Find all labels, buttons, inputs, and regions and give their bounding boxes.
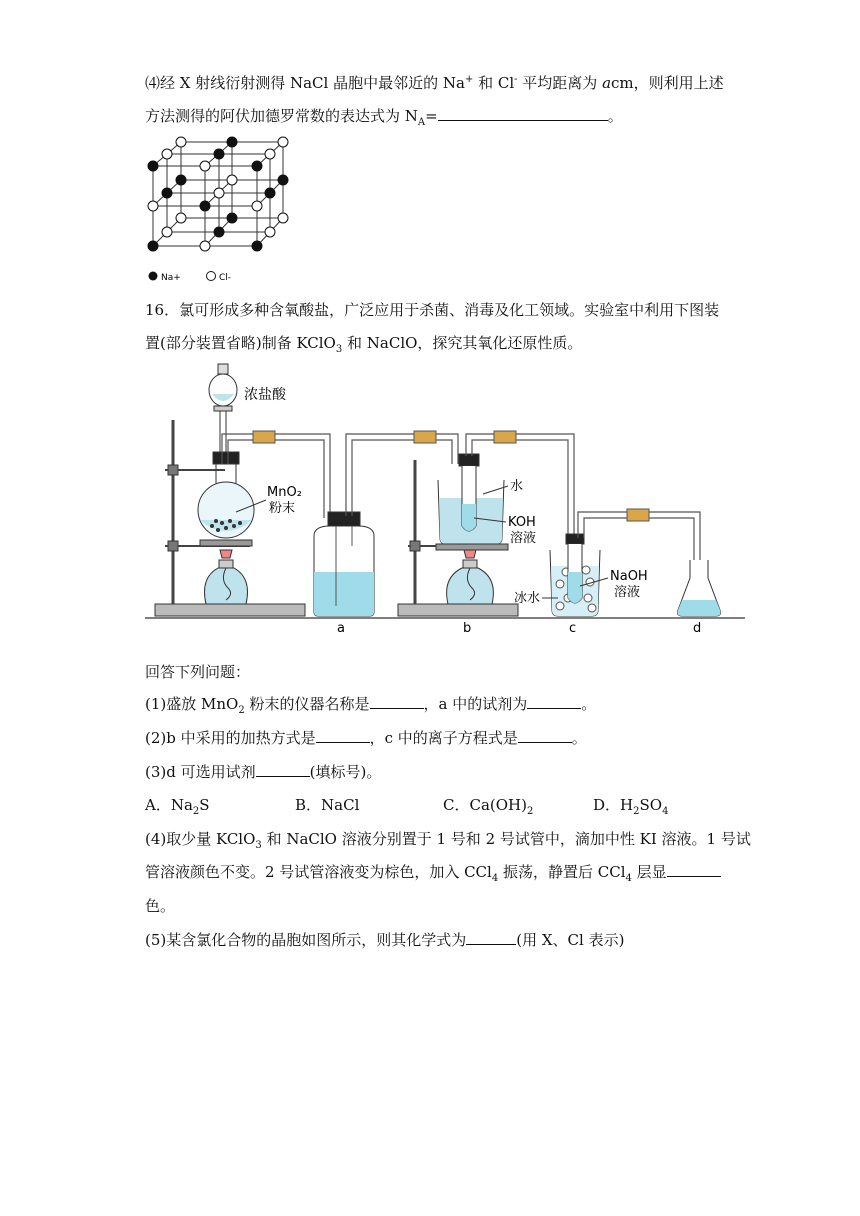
q16-intro-2: 置(部分装置省略)制备 KClO$_3$ 和 NaClO，探究其氧化还原性质。: [145, 334, 583, 355]
question-4-line-3: 色。: [145, 897, 176, 915]
rubber-joint-3: [494, 431, 516, 443]
ice-bath-beaker-c: [550, 534, 600, 616]
answer-blank-4[interactable]: [667, 862, 721, 877]
alcohol-lamp-1: [205, 550, 248, 604]
question-4-line-2: 管溶液颜色不变。2 号试管溶液变为棕色，加入 CCl$_4$ 振荡，静置后 CCl$_4$ 层显: [145, 862, 721, 882]
naoh-label-1: NaOH: [610, 569, 648, 584]
q4-line-1: ⑷经 X 射线衍射测得 NaCl 晶胞中最邻近的 Na+ 和 Cl- 平均距离为 acm，则利用上述: [145, 74, 724, 92]
conical-flask-d: [678, 560, 721, 616]
rubber-joint-1: [253, 431, 275, 443]
naoh-label-2: 溶液: [614, 585, 641, 600]
answer-blank-3[interactable]: [256, 762, 310, 777]
question-1: (1)盛放 MnO$_2$ 粉末的仪器名称是 ，a 中的试剂为 。: [145, 695, 597, 716]
wash-bottle-a: [314, 512, 374, 616]
answer-blank-1a[interactable]: [370, 694, 424, 709]
koh-label-1: KOH: [508, 515, 536, 530]
koh-label-2: 溶液: [510, 531, 537, 546]
water-bath-beaker-b: [436, 454, 508, 550]
answer-blank-2a[interactable]: [316, 728, 370, 743]
mno2-label-2: 粉末: [269, 501, 296, 516]
round-bottom-flask: [198, 452, 254, 546]
question-2: (2)b 中采用的加热方式是 ，c 中的离子方程式是 。: [145, 729, 587, 747]
label-a: a: [337, 621, 345, 636]
alcohol-lamp-2: [447, 550, 494, 604]
ice-water-label: 冰水: [514, 591, 541, 606]
separatory-funnel: [209, 364, 237, 460]
option-b[interactable]: B．NaCl: [295, 796, 360, 814]
mno2-label-1: MnO₂: [267, 485, 302, 500]
question-4-line-1: (4)取少量 KClO$_3$ 和 NaClO 溶液分别置于 1 号和 2 号试管中，滴加中性 KI 溶液。1 号试: [145, 830, 751, 851]
nacl-crystal-diagram: [145, 136, 290, 288]
option-a[interactable]: A．$Na_2S$: [145, 796, 210, 817]
answer-blank-2b[interactable]: [518, 728, 572, 743]
rubber-joint-2: [414, 431, 436, 443]
question-5: (5)某含氯化合物的晶胞如图所示，则其化学式为 (用 X、Cl 表示): [145, 931, 625, 949]
cl-legend-dot: [207, 272, 216, 281]
na-legend-label: Na+: [161, 273, 181, 283]
answer-blank-na[interactable]: [438, 106, 608, 121]
q4-line-2: 方法测得的阿伏加德罗常数的表达式为 $N_A=$ 。: [145, 107, 623, 128]
answer-blank-5[interactable]: [466, 930, 516, 945]
question-3: (3)d 可选用试剂 (填标号)。: [145, 763, 382, 781]
water-label: 水: [510, 479, 524, 494]
label-b: b: [463, 621, 472, 636]
cl-legend-label: Cl-: [219, 273, 232, 283]
na-legend-dot: [149, 272, 158, 281]
option-d[interactable]: D．$H_2SO_4$: [593, 796, 669, 817]
chlorine-apparatus-diagram: [140, 360, 750, 640]
q16-intro-1: 16．氯可形成多种含氧酸盐，广泛应用于杀菌、消毒及化工领域。实验室中利用下图装: [145, 301, 720, 319]
label-c: c: [569, 621, 577, 636]
hcl-label: 浓盐酸: [244, 387, 286, 403]
answer-intro: 回答下列问题：: [145, 663, 251, 681]
option-c[interactable]: C．$Ca(OH)_2$: [443, 796, 534, 817]
label-d: d: [693, 621, 702, 636]
rubber-joint-4: [627, 509, 649, 521]
answer-blank-1b[interactable]: [527, 694, 581, 709]
